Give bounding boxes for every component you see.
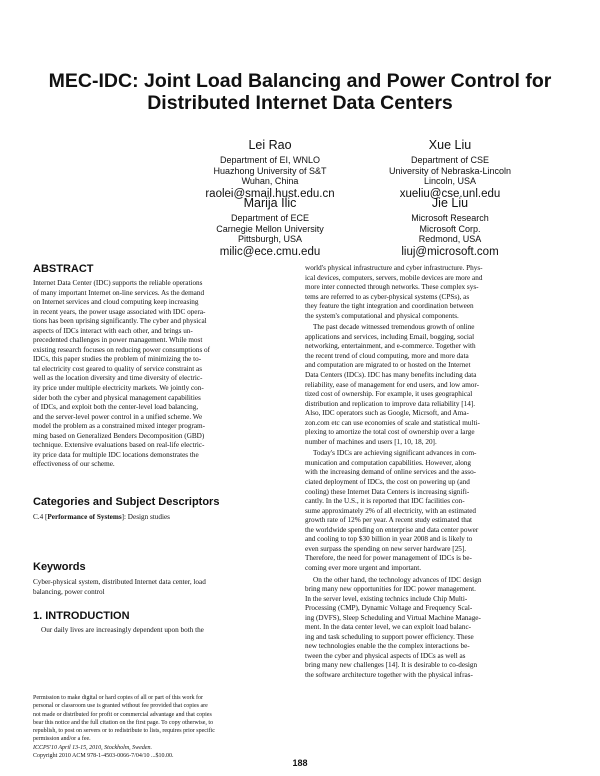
text-line: and cooling to top $30 billion in year 2008 and is likely to [305,535,473,544]
author-name: Lei Rao [248,138,292,152]
text-line: they feature the tight integration and coordination between [305,302,474,311]
introduction-text [33,626,297,636]
text-line: Today's IDCs are achieving significant advances in com- [313,449,477,458]
paper-title [30,70,570,114]
text-line: and computation are migrated to or hosted on the Internet [305,361,471,370]
text-line: world's physical infrastructure and cyber infrastructure. Phys- [305,264,483,272]
text-line: networking, entertainment, and e-commerce. Together with [305,342,476,351]
text-line: and the server-level power control in a unified scheme. We [33,412,203,421]
title-line-2: Distributed Internet Data Centers [147,92,453,114]
text-line: Our daily lives are increasingly dependent upon both the [41,626,204,634]
text-line: tized cost of ownership. For example, it uses geographical [305,390,473,399]
categories-heading: Categories and Subject Descriptors [33,496,220,508]
text-line: the system's computational and physical components. [305,311,459,320]
text-line: number of machines and users [1, 10, 18, 20]. [305,437,437,446]
text-line: existing research focuses on reducing power consumptions of [33,345,211,354]
author-name: Xue Liu [428,138,472,152]
author-name: Marija Ilic [243,196,297,210]
text-line: more inter connected through networks. These complex sys- [305,283,479,292]
categories-text [33,513,297,523]
author-email: xueliu@cse.unl.edu [399,187,501,200]
text-line: Copyright 2010 ACM 978-1-4503-0066-7/04/10 ...$10.00. [33,753,174,760]
text-line: cooling) these Internet Data Centers is increasing signifi- [305,487,470,496]
text-line: of many important Internet on-line services. As the demand [33,288,205,297]
text-line: coming ever more urgent and important. [305,563,422,572]
text-line: permission and/or a fee. [33,736,91,743]
category-suffix: ]: Design studies [121,513,170,521]
keywords-text [33,578,297,597]
text-line: ity price data for multiple IDC locations demonstrates the [33,450,199,459]
text-line: new technologies enable the the complex interactions be- [305,642,470,651]
author-affiliation: Carnegie Mellon University [216,223,324,234]
text-line: the software architecture together with the physical infras- [305,670,473,679]
text-line: ity price under multiple electricity markets. We jointly con- [33,384,204,393]
text-line: Internet Data Center (IDC) supports the reliable operations [33,279,203,287]
text-line: munication and computation capabilities. However, along [305,458,471,467]
text-line: the recent trend of cloud computing, more and more data [305,351,469,360]
author-name: Jie Liu [431,196,469,210]
text-line: tems are referred to as cyber-physical systems (CPSs), as [305,292,470,301]
text-line: in recent years, the power usage associated with IDC opera- [33,307,206,316]
text-line: IDCs, this paper studies the problem of minimizing the to- [33,355,202,364]
text-line: zon.com etc can use economies of scale and statistical multi- [305,418,480,427]
text-line: distribution and replication to improve data reliability [14]. [305,399,476,408]
text-line: ing (DVFS), Sleep Scheduling and Virtual Machine Manage- [305,613,481,622]
author-affiliation: Wuhan, China [241,176,299,186]
text-line: On the other hand, the technology advances of IDC design [313,575,482,584]
text-line: with the increasing demand of online services and the asso- [305,468,477,477]
category-line [33,513,297,523]
text-line: ing and task scheduling to support power efficiency. These [305,632,474,641]
text-line: plexing to amortize the total cost of ownership over a large [305,428,475,437]
text-line: Processing (CMP), Dynamic Voltage and Frequency Scal- [305,604,473,613]
author-affiliation: Microsoft Research [411,213,489,223]
text-line: ICCPS'10 April 13-15, 2010, Stockholm, Sweden. [33,744,152,751]
text-line: well as the location diversity and time diversity of electric- [33,374,203,383]
text-line: personal or classroom use is granted without fee provided that copies are [33,703,208,710]
text-line: ment. In the data center level, we can exploit load balanc- [305,623,472,632]
text-line: aspects of IDCs interact with each other, and brings un- [33,326,193,335]
text-line: sume approximately 2% of all electricity, with an estimated [305,506,476,515]
text-line: precedented challenges in power management. While most [33,336,203,345]
author-block [330,197,570,258]
author-affiliation: Huazhong University of S&T [213,165,327,176]
text-line: republish, to post on servers or to redistribute to lists, requires prior specific [33,728,215,735]
paragraph [305,576,573,681]
paragraph [305,449,573,573]
author-affiliation: Department of ECE [230,213,310,223]
text-line: growth rate of 12% per year. A recent study estimated that [305,516,473,525]
abstract-heading: ABSTRACT [33,263,94,275]
author-affiliation: Redmond, USA [418,234,482,244]
right-column-text [305,264,573,681]
text-line: Cyber-physical system, distributed Internet data center, load [33,578,206,586]
author-email: milic@ece.cmu.edu [219,245,321,258]
text-line: Therefore, the need for power management of IDCs is be- [305,554,472,563]
title-line-1: MEC-IDC: Joint Load Balancing and Power Control for [48,70,552,92]
text-line: Permission to make digital or hard copies of all or part of this work for [33,695,203,701]
paragraph [305,264,573,321]
text-line: Data Centers (IDCs). IDC has many benefits including data [305,371,477,380]
author-affiliation: Microsoft Corp. [419,223,481,234]
text-line: model the problem as a constrained mixed integer program- [33,422,206,431]
text-line: The past decade witnessed tremendous growth of online [313,323,475,332]
page-number: 188 [292,758,308,768]
text-line: reliability, ease of management for end users, and low amor- [305,380,480,389]
text-line: not made or distributed for profit or commercial advantage and that copies [33,711,212,718]
category-prefix: C.4 [ [33,513,48,521]
author-affiliation: University of Nebraska-Lincoln [388,165,512,176]
author-email: liuj@microsoft.com [401,245,499,258]
text-line: ical devices, computers, servers, mobile devices are more and [305,273,483,282]
keywords-heading: Keywords [33,561,86,573]
author-block [330,139,570,200]
text-line: ming based on Generalized Benders Decomposition (GBD) [33,431,205,440]
category-name: Performance of Systems [47,513,122,521]
text-line: on Internet services and cloud computing keep increasing [33,298,199,307]
text-line: bear this notice and the full citation on the first page. To copy otherwise, to [33,719,214,726]
text-line: the worldwide spending on enterprise and data center power [305,525,479,534]
text-line: of IDCs, and exploit both the center-level load balancing, [33,403,199,412]
permission-notice [33,694,297,760]
text-line: bring many new challenges [14]. It is desirable to co-design [305,661,478,670]
text-line: ciated deployment of IDCs, the cost on powering up (and [305,478,470,487]
text-line: Also, IDC operators such as Google, Micrsoft, and Ama- [305,409,469,418]
author-affiliation: Department of EI, WNLO [219,155,321,165]
text-line: cantly. In the U.S., it is reported that IDC facilities con- [305,497,465,506]
introduction-heading: 1. INTRODUCTION [33,610,130,622]
text-line: bring many new opportunities for IDC power management. [305,585,476,594]
text-line: effectiveness of our scheme. [33,460,115,469]
author-affiliation: Department of CSE [410,155,490,165]
abstract-text [33,279,297,470]
text-line: applications and services, including Email, bogging, social [305,332,475,341]
text-line: balancing, power control [33,587,105,596]
author-affiliation: Lincoln, USA [423,176,477,186]
author-affiliation: Pittsburgh, USA [237,234,303,244]
text-line: even surpass the spending on new server hardware [25]. [305,544,467,553]
text-line: tal electricity cost geared to quality of service constraint as [33,364,203,373]
text-line: technique. Extensive evaluations based on real-life electric- [33,441,205,450]
text-line: tween the cyber and physical aspects of IDCs as well as [305,651,466,660]
text-line: tions has been uprising significantly. The cyber and physical [33,317,207,326]
text-line: In the server level, existing technics include Chip Multi- [305,594,468,603]
paragraph [305,323,573,447]
text-line: sider both the cyber and physical management capabilities [33,393,201,402]
author-email: raolei@smail.hust.edu.cn [205,187,335,200]
